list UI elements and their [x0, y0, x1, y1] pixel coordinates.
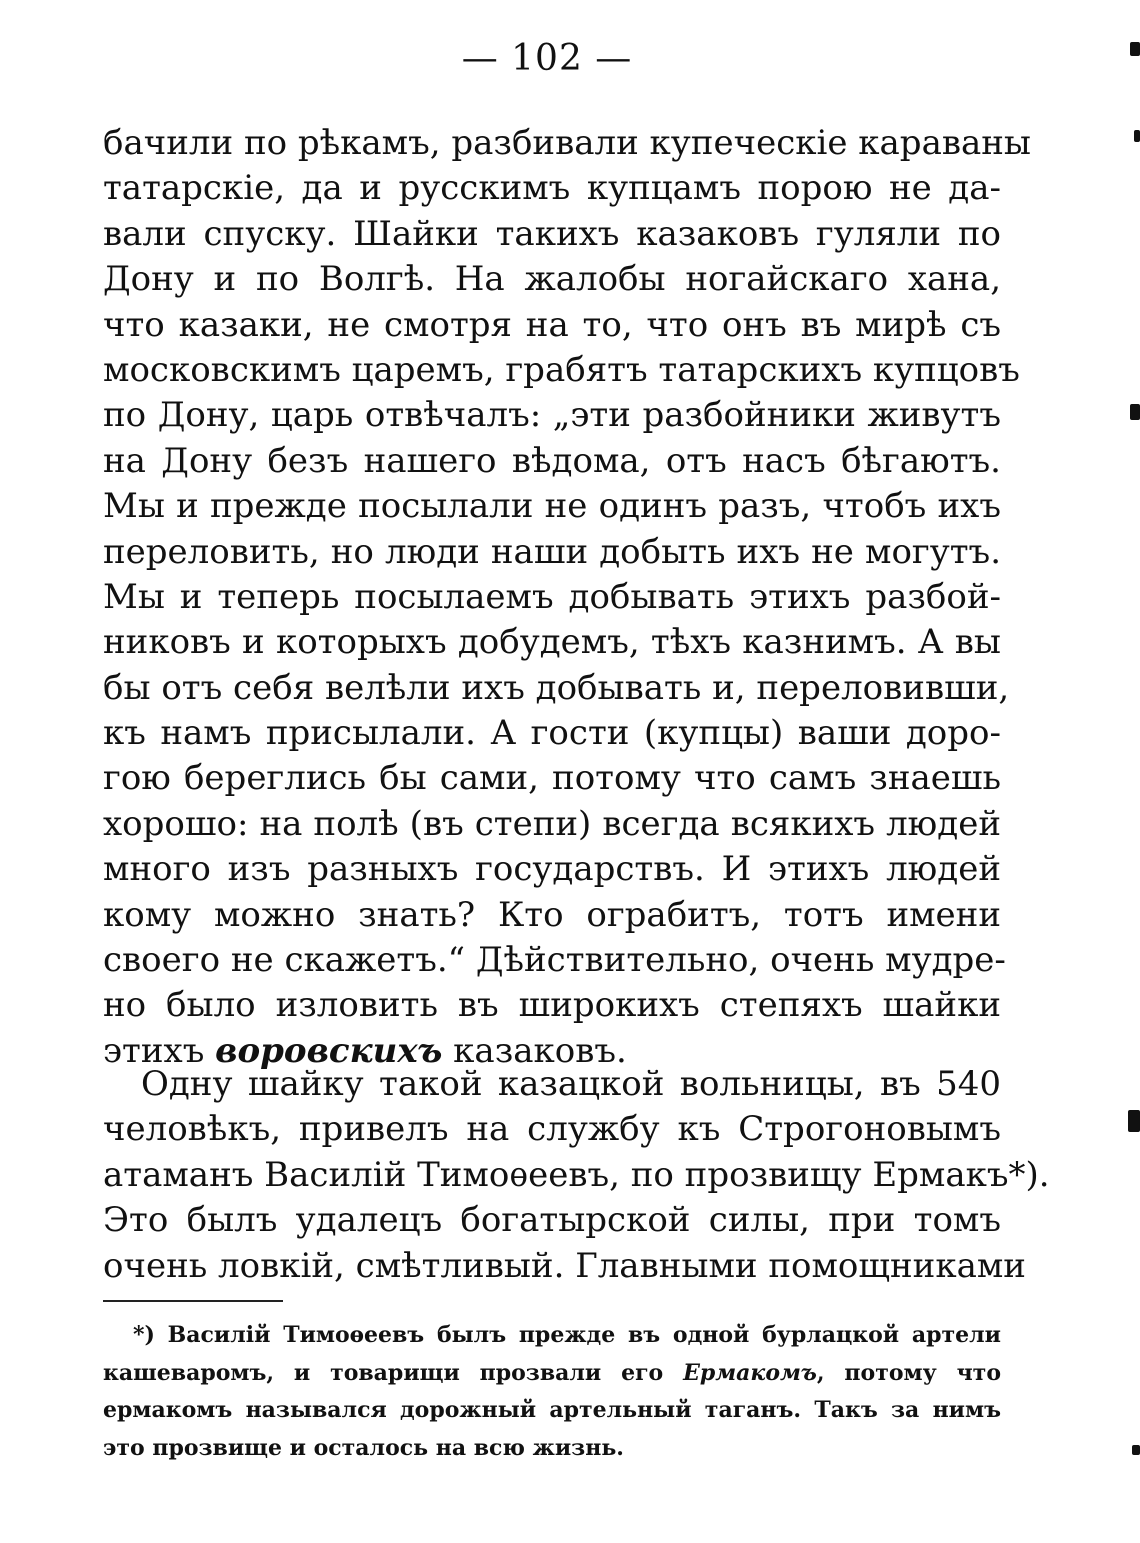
- page-number: — 102 —: [461, 38, 633, 79]
- main-paragraph: [103, 121, 1031, 1074]
- text-line: Мы и теперь посылаемъ добывать этихъ разбой-: [103, 576, 1001, 617]
- text-line: но было изловить въ широкихъ степяхъ шайки: [103, 985, 1001, 1026]
- text-line: хорошо: на полѣ (въ степи) всегда всякихъ людей: [103, 803, 1001, 844]
- italic-word: Ермакомъ: [683, 1359, 817, 1386]
- text-line: очень ловкій, смѣтливый. Главными помощниками: [103, 1245, 1026, 1286]
- second-paragraph: [103, 1062, 1050, 1289]
- text-line: Дону и по Волгѣ. На жалобы ногайскаго хана,: [103, 259, 1001, 300]
- text-line: московскимъ царемъ, грабятъ татарскихъ купцовъ: [103, 349, 1020, 390]
- footnote-line: *) Василій Тимоѳеевъ былъ прежде въ одной бурлацкой артели: [133, 1322, 1001, 1348]
- text-line: никовъ и которыхъ добудемъ, тѣхъ казнимъ. А вы: [103, 622, 1001, 663]
- text-line: вали спуску. Шайки такихъ казаковъ гуляли по: [103, 213, 1001, 254]
- text-segment: , потому что: [816, 1359, 1001, 1386]
- text-line: что казаки, не смотря на то, что онъ въ мирѣ съ: [103, 304, 1001, 345]
- footnote: [103, 1317, 1001, 1467]
- text-line: кому можно знать? Кто ограбитъ, тотъ имени: [103, 894, 1001, 935]
- footnote-line: [103, 1355, 1001, 1393]
- text-line: Одну шайку такой казацкой вольницы, въ 540: [141, 1064, 1001, 1104]
- italic-word: воровскихъ: [215, 1030, 443, 1071]
- footnote-divider: [103, 1300, 283, 1302]
- text-line: много изъ разныхъ государствъ. И этихъ людей: [103, 849, 1001, 890]
- text-line: на Дону безъ нашего вѣдома, отъ насъ бѣгаютъ.: [103, 440, 1001, 481]
- text-line: къ намъ присылали. А гости (купцы) ваши доро-: [103, 713, 1001, 754]
- scan-edge-mark: [1128, 1110, 1140, 1132]
- text-line: человѣкъ, привелъ на службу къ Строгоновымъ: [103, 1109, 1001, 1150]
- scan-edge-mark: [1134, 130, 1140, 142]
- text-line: татарскіе, да и русскимъ купцамъ порою не да-: [103, 168, 1001, 209]
- scan-edge-mark: [1132, 1445, 1140, 1455]
- text-line: переловить, но люди наши добыть ихъ не могутъ.: [103, 531, 1001, 572]
- footnote-line: это прозвище и осталось на всю жизнь.: [103, 1434, 624, 1461]
- text-segment: кашеваромъ, и товарищи прозвали его: [103, 1359, 664, 1386]
- footnote-line: ермакомъ назывался дорожный артельный таганъ. Такъ за нимъ: [103, 1397, 1001, 1423]
- text-line: Это былъ удалецъ богатырской силы, при томъ: [103, 1200, 1001, 1241]
- text-line: гою береглись бы сами, потому что самъ знаешь: [103, 758, 1001, 799]
- text-line: Мы и прежде посылали не одинъ разъ, чтобъ ихъ: [103, 486, 1001, 527]
- text-line: бы отъ себя велѣли ихъ добывать и, переловивши,: [103, 667, 1010, 708]
- text-line: атаманъ Василій Тимоѳеевъ, по прозвищу Ермакъ*).: [103, 1154, 1050, 1195]
- text-line: по Дону, царь отвѣчалъ: „эти разбойники живутъ: [103, 395, 1001, 436]
- text-line: бачили по рѣкамъ, разбивали купеческіе караваны: [103, 123, 1031, 163]
- text-line: своего не скажетъ.“ Дѣйствительно, очень мудре-: [103, 940, 1006, 981]
- text-segment: этихъ: [103, 1030, 205, 1071]
- scan-edge-mark: [1130, 42, 1140, 56]
- scan-edge-mark: [1130, 404, 1140, 420]
- text-segment: казаковъ.: [453, 1030, 627, 1071]
